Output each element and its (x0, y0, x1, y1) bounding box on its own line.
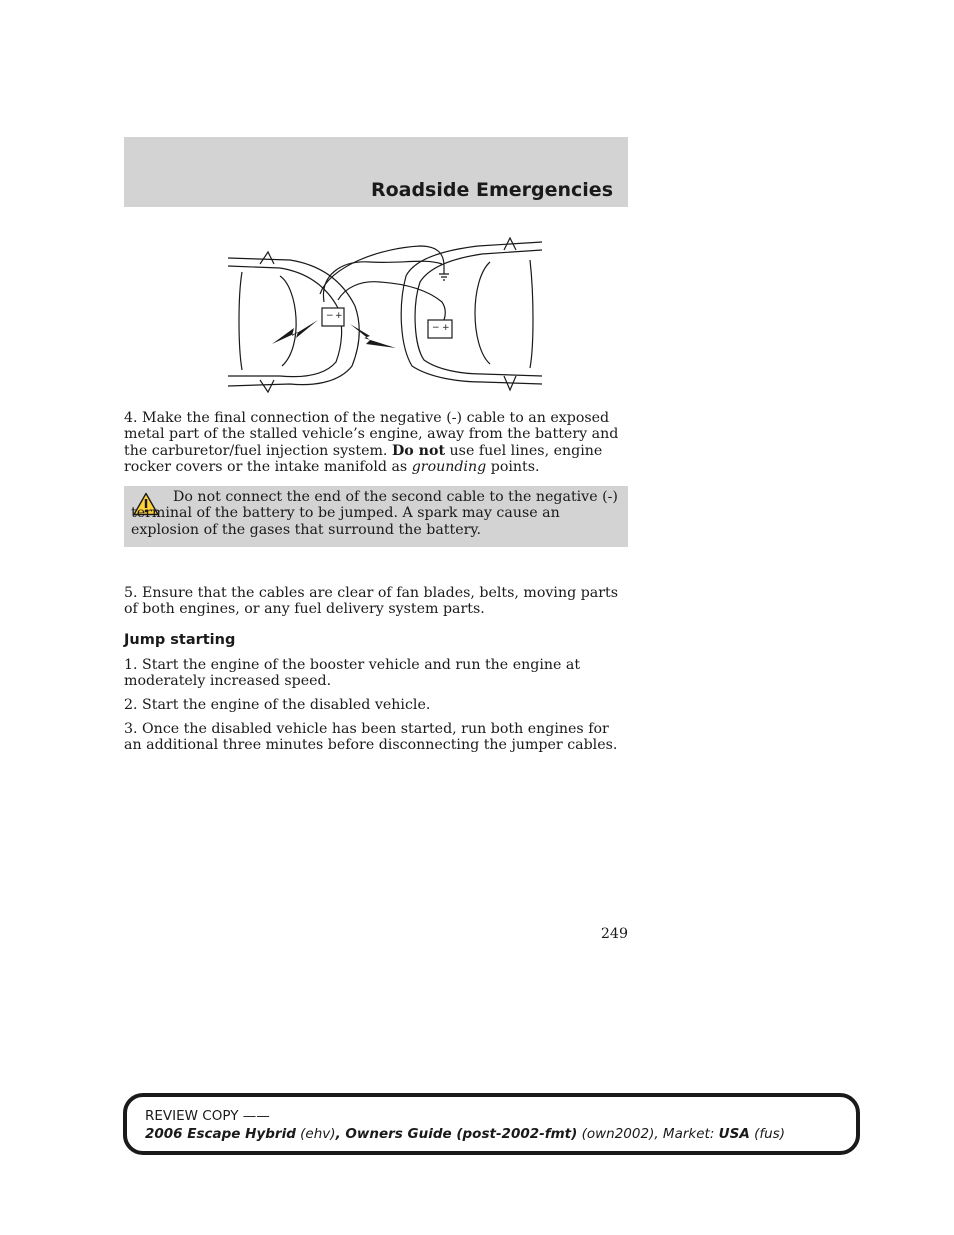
step-4-text-before: 4. Make the final connection of the negative (-) cable to an exposed metal part of the stalled vehicle’s engine, away from the battery and the carburetor/fuel injection system. (124, 410, 619, 459)
svg-text:+: + (335, 311, 343, 321)
footer-text (145, 1107, 785, 1143)
footer-line-1: REVIEW COPY —— (145, 1108, 270, 1124)
jump-start-cable-connection-icon (220, 236, 550, 396)
step-4-bold: Do not (391, 442, 446, 459)
svg-text:−: − (326, 311, 334, 321)
footer-model: 2006 Escape Hybrid (145, 1126, 296, 1142)
warning-box (124, 486, 628, 547)
step-4-italic: grounding (411, 459, 487, 476)
jump-step-3: 3. Once the disabled vehicle has been started, run both engines for an additional three minutes before disconnecting the jumper cables. (124, 721, 618, 754)
page-title: Roadside Emergencies (370, 179, 613, 201)
svg-text:−: − (432, 323, 440, 333)
footer-guide-code: (own2002) (577, 1126, 655, 1142)
step-4-text-middle: use fuel lines, engine rocker covers or the intake manifold as (124, 442, 603, 476)
review-copy-footer (123, 1093, 860, 1155)
step-5-text: 5. Ensure that the cables are clear of fan blades, belts, moving parts of both engines, or any fuel delivery system parts. (124, 585, 618, 618)
jump-step-2: 2. Start the engine of the disabled vehicle. (124, 697, 431, 713)
footer-model-code: (ehv) (295, 1126, 336, 1142)
header-band (124, 137, 628, 207)
step-4-text (124, 410, 628, 476)
page-number: 249 (600, 926, 628, 942)
footer-market: USA (718, 1126, 750, 1142)
warning-text: Do not connect the end of the second cable to the negative (-) terminal of the battery to be jumped. A spark may cause an explosion of the gases that surround the battery. (131, 489, 618, 538)
svg-text:+: + (442, 323, 450, 333)
step-4-text-after: points. (486, 459, 540, 476)
jump-step-1: 1. Start the engine of the booster vehicle and run the engine at moderately increased speed. (124, 657, 581, 690)
footer-sep-2: , Market: (654, 1126, 719, 1142)
footer-guide: Owners Guide (post-2002-fmt) (345, 1126, 578, 1142)
footer-line-2 (145, 1125, 785, 1143)
footer-market-code: (fus) (749, 1126, 785, 1142)
footer-sep-1: , (335, 1126, 346, 1142)
section-heading-jump-starting: Jump starting (124, 632, 236, 648)
